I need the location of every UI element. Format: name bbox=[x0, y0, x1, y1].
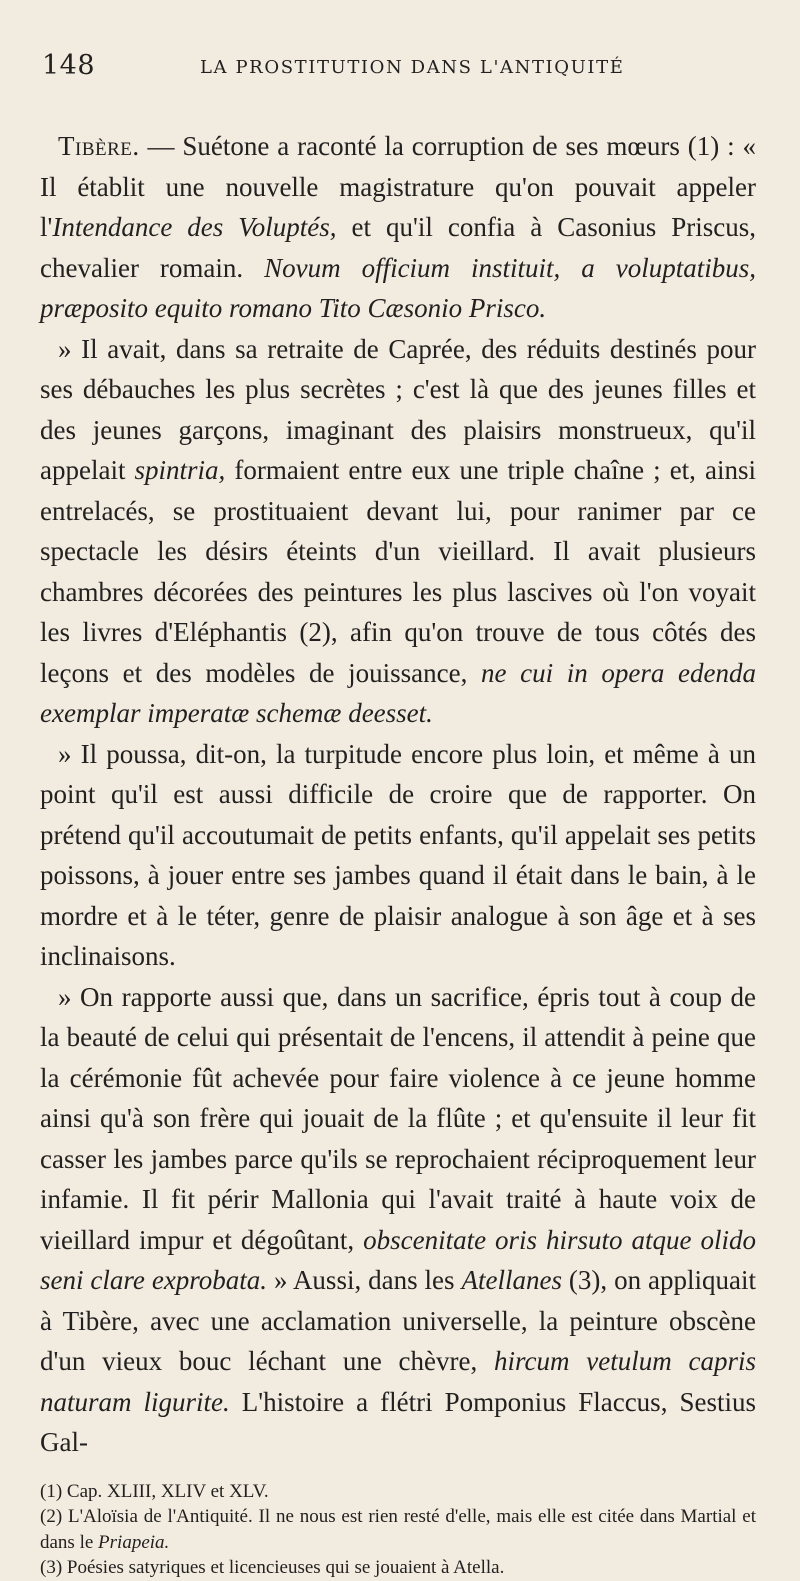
text-span: formaient entre eux une triple chaîne ; et, ainsi entrelacés, se prostituaient devant lui, pour ranimer par ce spectacle les désirs éteints d'un vieillard. Il avait plusieurs chambres décorées des peintures les plus lascives où l'on voyait les livres d'Eléphantis (2), afin qu'on trouve de tous côtés des leçons et des modèles de jouissance, bbox=[40, 455, 756, 688]
footnote-1 bbox=[40, 1479, 756, 1505]
paragraph-sacrifice bbox=[40, 977, 756, 1463]
italic-span: obscenitate oris hirsuto atque olido seni clare exprobata. bbox=[40, 1224, 756, 1295]
text-span: L'histoire a flétri Pomponius Flaccus, Sestius Gal- bbox=[40, 1386, 756, 1457]
text-span: (3), on appliquait à Tibère, avec une acclamation universelle, la peinture obscène d'un vieux bouc léchant une chèvre, bbox=[40, 1265, 756, 1376]
paragraph-turpitude bbox=[40, 734, 756, 977]
paragraph-capree bbox=[40, 329, 756, 734]
text-span: (2) L'Aloïsia de l'Antiquité. Il ne nous est rien resté d'elle, mais elle est citée dans Martial et dans le bbox=[40, 1506, 756, 1553]
text-span: » On rapporte aussi que, dans un sacrifice, épris tout à coup de la beauté de celui qui présentait de l'encens, il attendit à peine que la cérémonie fût achevée pour faire violence à ce jeune homme ainsi qu'à son frère qui jouait de la flûte ; et qu'ensuite il leur fit casser les jambes parce qu'ils se reprochaient réciproquement leur infamie. Il fit périr Mallonia qui l'avait traité à haute voix de vieillard impur et dégoûtant, bbox=[40, 981, 756, 1255]
page-header bbox=[40, 44, 756, 86]
italic-span: Atellanes bbox=[461, 1265, 562, 1295]
body-text bbox=[40, 126, 756, 1463]
text-span: » Il poussa, dit-on, la turpitude encore plus loin, et même à un point qu'il est aussi difficile de croire que de rapporter. On prétend qu'il accoutumait de petits enfants, qu'il appelait ses petits poissons, à jouer entre ses jambes quand il était dans le bain, à le mordre et à le téter, genre de plaisir analogue à son âge et à ses inclinaisons. bbox=[40, 738, 756, 971]
footnote-2 bbox=[40, 1504, 756, 1555]
running-title: LA PROSTITUTION DANS L'ANTIQUITÉ bbox=[200, 57, 625, 78]
italic-span: Priapeia. bbox=[98, 1531, 170, 1553]
text-span: (3) Poésies satyriques et licencieuses qui se jouaient à Atella. bbox=[40, 1557, 505, 1578]
italic-span: ne cui in opera edenda exemplar imperatæ schemæ deesset. bbox=[40, 657, 756, 728]
italic-span: Intendance des Voluptés, bbox=[52, 212, 337, 242]
paragraph-tibere bbox=[40, 126, 756, 329]
italic-span: Novum officium instituit, a voluptatibus, præposito equito romano Tito Cæsonio Prisco. bbox=[40, 252, 756, 323]
text-span: (1) Cap. XLIII, XLIV et XLV. bbox=[40, 1480, 269, 1502]
text-span: » Il avait, dans sa retraite de Caprée, des réduits destinés pour ses débauches les plus secrètes ; c'est là que des jeunes filles et des jeunes garçons, imaginant des plaisirs monstrueux, qu'il appelait bbox=[40, 333, 756, 485]
footnote-3 bbox=[40, 1555, 756, 1581]
page-number: 148 bbox=[42, 50, 96, 81]
text-span: — Suétone a raconté la corruption de ses mœurs (1) : « Il établit une nouvelle magistrature qu'on pouvait appeler l' bbox=[40, 131, 756, 242]
text-span: et qu'il confia à Casonius Priscus, chevalier romain. bbox=[40, 212, 756, 283]
italic-span: hircum vetulum capris naturam ligurite. bbox=[40, 1346, 756, 1417]
footnotes bbox=[40, 1479, 756, 1581]
text-span: Tibère. bbox=[58, 131, 140, 161]
italic-span: spintria, bbox=[134, 455, 226, 485]
text-span: » Aussi, dans les bbox=[267, 1265, 462, 1295]
